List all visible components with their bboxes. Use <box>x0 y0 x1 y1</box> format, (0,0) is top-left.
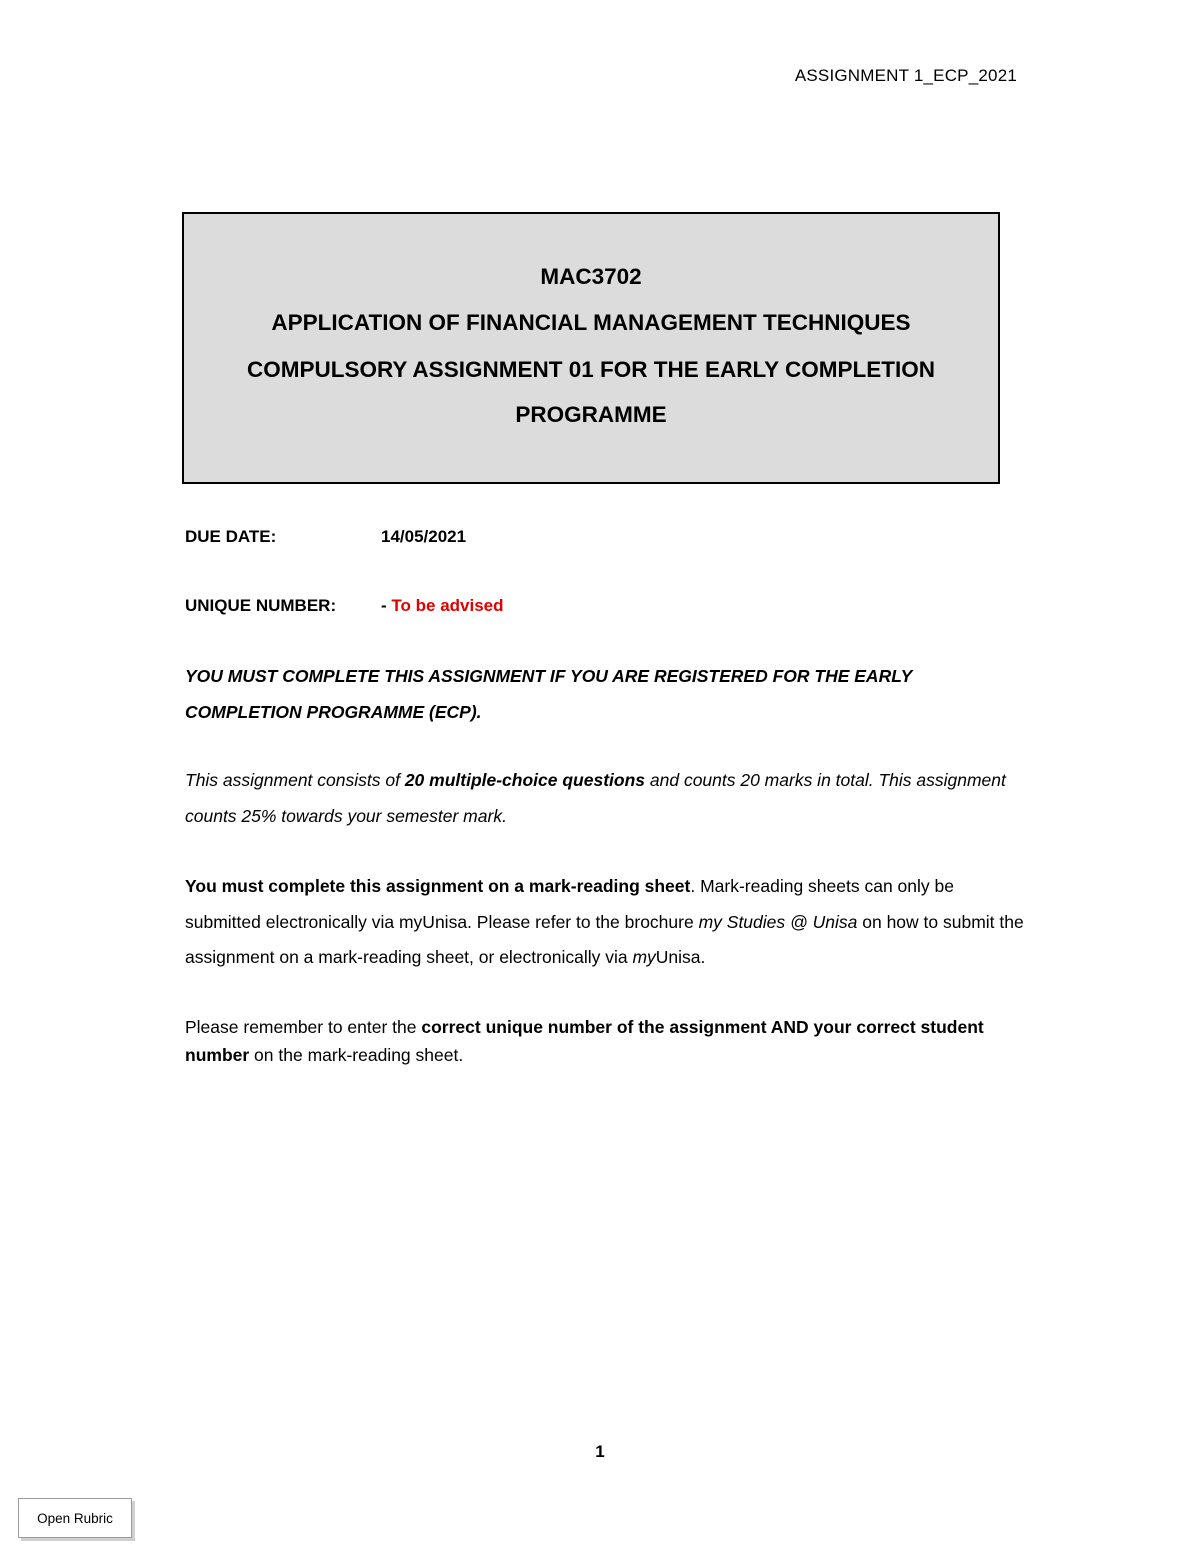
assignment-title-line-2: PROGRAMME <box>515 402 667 427</box>
assignment-title-line-1: COMPULSORY ASSIGNMENT 01 FOR THE EARLY COMPLETION <box>247 357 935 382</box>
brochure-title: my Studies @ Unisa <box>698 911 858 932</box>
title-box <box>182 212 1000 484</box>
submission-instructions <box>185 869 1025 976</box>
unique-number-row <box>185 596 504 616</box>
submission-text-1: . Mark-reading sheets can only be submitted electronically via myUnisa. Please refer to the brochure <box>185 876 954 932</box>
reminder-text-2: on the mark-reading sheet. <box>249 1045 464 1065</box>
due-date-label: DUE DATE: <box>185 527 277 546</box>
module-name: APPLICATION OF FINANCIAL MANAGEMENT TECHNIQUES <box>271 310 911 335</box>
assignment-summary <box>185 763 1025 834</box>
reminder-paragraph <box>185 1013 1025 1069</box>
myunisa-prefix: my <box>632 947 656 967</box>
unique-number-value <box>381 596 504 616</box>
unique-number-label: UNIQUE NUMBER: <box>185 596 337 615</box>
module-code: MAC3702 <box>540 264 642 289</box>
summary-text-1: This assignment consists of <box>185 770 405 790</box>
submission-text-2: on how to submit the assignment on a mark-reading sheet, or electronically via <box>185 911 1024 967</box>
unique-number-status: To be advised <box>391 596 504 615</box>
unique-number-dash: - <box>381 596 387 615</box>
open-rubric-button[interactable]: Open Rubric <box>18 1498 132 1538</box>
ecp-notice: YOU MUST COMPLETE THIS ASSIGNMENT IF YOU ARE REGISTERED FOR THE EARLY COMPLETION PROGRAMME (ECP). <box>185 666 912 722</box>
due-date-row <box>185 527 467 547</box>
submission-requirement: You must complete this assignment on a mark-reading sheet <box>185 876 691 896</box>
reminder-emphasis: correct unique number of the assignment AND your correct student number <box>185 1017 984 1065</box>
summary-text-2: and counts 20 marks in total. This assignment counts 25% towards your semester mark. <box>185 770 1006 826</box>
due-date-value: 14/05/2021 <box>381 527 467 546</box>
myunisa-suffix: Unisa. <box>655 947 706 967</box>
summary-question-count: 20 multiple-choice questions <box>404 770 646 790</box>
reminder-text-1: Please remember to enter the <box>185 1017 422 1037</box>
page-number: 1 <box>595 1442 605 1461</box>
header-reference: ASSIGNMENT 1_ECP_2021 <box>794 66 1017 85</box>
